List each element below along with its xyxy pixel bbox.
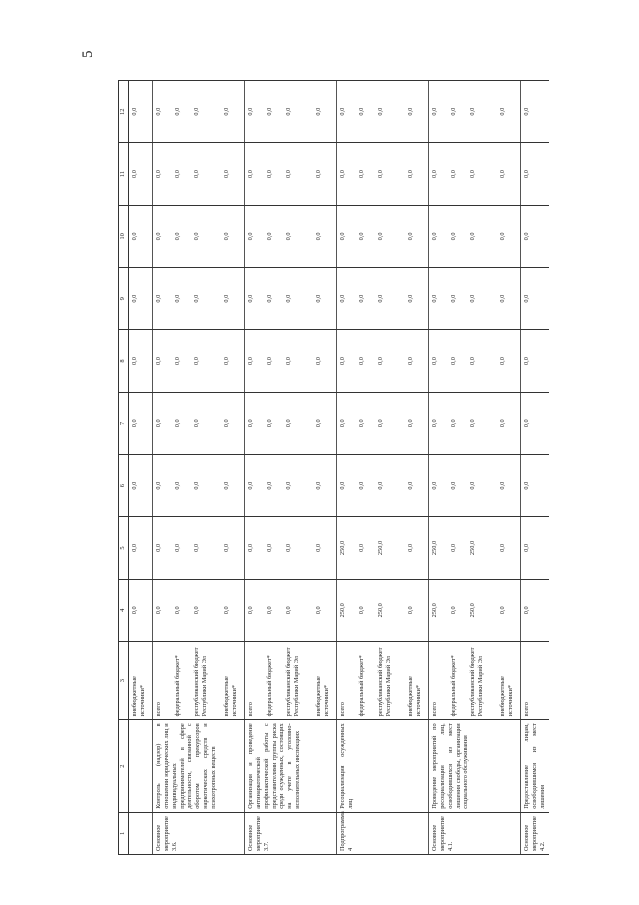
amount-value: 0,0: [285, 170, 292, 179]
amount-value: 0,0: [358, 357, 365, 365]
amount-value: 0,0: [247, 357, 254, 365]
amount-value: 0,0: [315, 170, 322, 179]
amount-value: 0,0: [523, 357, 530, 365]
amount-value: 0,0: [431, 170, 438, 179]
amount-value: 0,0: [174, 107, 181, 116]
amount-value: 0,0: [315, 294, 322, 303]
value-cell-col-11: [337, 143, 429, 205]
amount-value: 0,0: [315, 544, 322, 552]
amount-value: 0,0: [339, 294, 346, 303]
amount-value: 0,0: [174, 544, 181, 552]
funding-source-cell: [429, 641, 521, 719]
amount-value: 0,0: [266, 294, 273, 303]
amount-value: 0,0: [377, 170, 384, 179]
amount-value: 0,0: [523, 606, 530, 615]
amount-value: 0,0: [523, 294, 530, 303]
amount-value: 0,0: [450, 481, 457, 490]
value-cell-col-5: [153, 517, 245, 579]
amount-value: 0,0: [523, 232, 530, 241]
program-description: Контроль (надзор) в отношении юридических лиц и индивидуальных предпринимателей в сфере деятельности, связанной с оборотом прекурсоров наркотических средств и психотропных веществ: [153, 720, 245, 812]
amount-value: 0,0: [266, 107, 273, 116]
value-cell-col-4: [245, 579, 337, 641]
amount-value: 0,0: [247, 170, 254, 179]
value-cell-col-10: [129, 205, 153, 267]
amount-value: 250,0: [431, 603, 438, 618]
amount-value: 0,0: [407, 606, 414, 615]
value-cell-col-12: [245, 81, 337, 143]
amount-value: 0,0: [174, 170, 181, 179]
amount-value: 0,0: [285, 232, 292, 241]
amount-value: 0,0: [469, 357, 476, 365]
value-cell-col-10: [429, 205, 521, 267]
amount-value: 0,0: [407, 544, 414, 552]
amount-value: 0,0: [174, 294, 181, 303]
amount-value: 0,0: [523, 419, 530, 428]
amount-value: 0,0: [285, 419, 292, 428]
funding-source: всего: [339, 702, 346, 717]
budget-table: [118, 80, 549, 855]
value-cell-col-9: [521, 268, 549, 330]
value-cell-col-11: [429, 143, 521, 205]
amount-value: 0,0: [193, 481, 200, 490]
value-cell-col-7: [245, 392, 337, 454]
amount-value: 0,0: [266, 544, 273, 552]
funding-source: федеральный бюджет*: [266, 655, 273, 717]
funding-source: всего: [431, 702, 438, 717]
amount-value: 0,0: [193, 232, 200, 241]
amount-value: 250,0: [377, 540, 384, 556]
column-number-12: 12: [119, 81, 129, 143]
program-name: [129, 812, 153, 854]
value-cell-col-6: [337, 455, 429, 517]
amount-value: 0,0: [247, 544, 254, 552]
amount-value: 0,0: [499, 419, 506, 428]
column-number-4: 4: [119, 579, 129, 641]
amount-value: 0,0: [339, 419, 346, 428]
funding-source: республиканский бюджет Республики Марий Эл: [469, 647, 484, 717]
amount-value: 0,0: [131, 419, 138, 428]
amount-value: 0,0: [223, 232, 230, 241]
table-row: [153, 81, 245, 855]
amount-value: 0,0: [193, 170, 200, 179]
amount-value: 0,0: [247, 232, 254, 241]
amount-value: 0,0: [266, 232, 273, 241]
amount-value: 0,0: [407, 357, 414, 365]
funding-source-cell: [337, 641, 429, 719]
amount-value: 0,0: [407, 419, 414, 428]
amount-value: 0,0: [450, 419, 457, 428]
amount-value: 0,0: [523, 170, 530, 179]
value-cell-col-8: [153, 330, 245, 392]
amount-value: 0,0: [499, 606, 506, 615]
value-cell-col-11: [153, 143, 245, 205]
amount-value: 0,0: [155, 232, 162, 241]
funding-source: внебюджетные источники*: [407, 676, 422, 717]
amount-value: 0,0: [358, 544, 365, 552]
amount-value: 0,0: [499, 294, 506, 303]
funding-source: внебюджетные источники*: [315, 676, 330, 717]
amount-value: 0,0: [339, 170, 346, 179]
amount-value: 0,0: [523, 481, 530, 490]
amount-value: 0,0: [450, 357, 457, 365]
amount-value: 0,0: [407, 107, 414, 116]
amount-value: 0,0: [431, 294, 438, 303]
value-cell-col-6: [245, 455, 337, 517]
amount-value: 0,0: [193, 544, 200, 552]
amount-value: 0,0: [223, 419, 230, 428]
program-description: Проведение мероприятий по ресоциализации лиц, освободившихся из мест лишения свободы, организации социального обслуживания: [429, 720, 521, 812]
amount-value: 250,0: [339, 603, 346, 618]
funding-source: федеральный бюджет*: [174, 655, 181, 717]
amount-value: 0,0: [450, 170, 457, 179]
amount-value: 0,0: [407, 294, 414, 303]
budget-table-sheet: [118, 80, 546, 855]
amount-value: 0,0: [450, 544, 457, 552]
value-cell-col-12: [429, 81, 521, 143]
amount-value: 0,0: [131, 107, 138, 116]
amount-value: 0,0: [450, 232, 457, 241]
column-number-5: 5: [119, 517, 129, 579]
amount-value: 0,0: [193, 606, 200, 615]
program-name: Основное мероприятие 3.6.: [153, 812, 245, 854]
amount-value: 0,0: [469, 232, 476, 241]
table-row: [245, 81, 337, 855]
amount-value: 0,0: [155, 294, 162, 303]
value-cell-col-5: [429, 517, 521, 579]
amount-value: 0,0: [377, 357, 384, 365]
value-cell-col-11: [129, 143, 153, 205]
amount-value: 0,0: [174, 357, 181, 365]
value-cell-col-4: [153, 579, 245, 641]
amount-value: 0,0: [315, 357, 322, 365]
column-number-8: 8: [119, 330, 129, 392]
amount-value: 0,0: [450, 107, 457, 116]
amount-value: 0,0: [377, 481, 384, 490]
funding-source: республиканский бюджет Республики Марий Эл: [285, 647, 300, 717]
amount-value: 0,0: [285, 357, 292, 365]
funding-source: республиканский бюджет Республики Марий Эл: [193, 647, 208, 717]
amount-value: 0,0: [223, 107, 230, 116]
column-number-11: 11: [119, 143, 129, 205]
amount-value: 0,0: [266, 357, 273, 365]
value-cell-col-10: [245, 205, 337, 267]
amount-value: 0,0: [358, 606, 365, 615]
funding-source: республиканский бюджет Республики Марий Эл: [377, 647, 392, 717]
table-row: [429, 81, 521, 855]
table-row: [521, 81, 549, 855]
amount-value: 0,0: [247, 107, 254, 116]
value-cell-col-4: [337, 579, 429, 641]
amount-value: 250,0: [377, 603, 384, 618]
table-body: [129, 81, 549, 855]
value-cell-col-4: [521, 579, 549, 641]
value-cell-col-11: [245, 143, 337, 205]
amount-value: 0,0: [131, 481, 138, 490]
amount-value: 0,0: [193, 357, 200, 365]
amount-value: 0,0: [358, 419, 365, 428]
value-cell-col-7: [129, 392, 153, 454]
funding-source: внебюджетные источники*: [499, 676, 514, 717]
value-cell-col-4: [429, 579, 521, 641]
funding-source: внебюджетные источники*: [223, 676, 238, 717]
column-number-header: [119, 81, 129, 855]
amount-value: 0,0: [315, 419, 322, 428]
amount-value: 0,0: [377, 107, 384, 116]
amount-value: 0,0: [285, 107, 292, 116]
amount-value: 0,0: [223, 544, 230, 552]
program-description: Предоставление лицам, освободившимся из мест лишения: [521, 720, 549, 812]
amount-value: 0,0: [155, 357, 162, 365]
amount-value: 0,0: [358, 481, 365, 490]
column-number-6: 6: [119, 455, 129, 517]
amount-value: 0,0: [155, 544, 162, 552]
amount-value: 0,0: [358, 294, 365, 303]
amount-value: 0,0: [174, 419, 181, 428]
value-cell-col-5: [129, 517, 153, 579]
page-number: 5: [80, 50, 96, 58]
value-cell-col-8: [245, 330, 337, 392]
amount-value: 0,0: [450, 606, 457, 615]
value-cell-col-6: [153, 455, 245, 517]
amount-value: 0,0: [358, 107, 365, 116]
funding-source-cell: [521, 641, 549, 719]
amount-value: 0,0: [315, 107, 322, 116]
amount-value: 0,0: [339, 357, 346, 365]
value-cell-col-6: [129, 455, 153, 517]
amount-value: 250,0: [431, 540, 438, 556]
amount-value: 0,0: [223, 481, 230, 490]
program-description: [129, 720, 153, 812]
amount-value: 0,0: [247, 419, 254, 428]
amount-value: 0,0: [247, 294, 254, 303]
value-cell-col-10: [153, 205, 245, 267]
value-cell-col-10: [521, 205, 549, 267]
amount-value: 0,0: [155, 107, 162, 116]
column-number-1: 1: [119, 812, 129, 854]
value-cell-col-8: [521, 330, 549, 392]
funding-source-cell: [245, 641, 337, 719]
amount-value: 0,0: [469, 481, 476, 490]
amount-value: 0,0: [223, 294, 230, 303]
amount-value: 0,0: [155, 419, 162, 428]
value-cell-col-10: [337, 205, 429, 267]
program-name: Подпрограмма 4: [337, 812, 429, 854]
amount-value: 0,0: [499, 232, 506, 241]
amount-value: 0,0: [315, 481, 322, 490]
value-cell-col-7: [337, 392, 429, 454]
value-cell-col-7: [429, 392, 521, 454]
table-row: [129, 81, 153, 855]
funding-source: федеральный бюджет*: [450, 655, 457, 717]
funding-source: всего: [247, 702, 254, 717]
amount-value: 0,0: [131, 544, 138, 552]
program-description: Организация и проведение антинаркотической профилактической работы с представителями группы риска среди осужденных, состоящих на учете в уголовно-исполнительных инспекциях: [245, 720, 337, 812]
amount-value: 0,0: [431, 107, 438, 116]
amount-value: 0,0: [431, 419, 438, 428]
amount-value: 0,0: [131, 232, 138, 241]
value-cell-col-9: [245, 268, 337, 330]
amount-value: 250,0: [469, 540, 476, 556]
value-cell-col-9: [429, 268, 521, 330]
amount-value: 0,0: [131, 606, 138, 615]
amount-value: 0,0: [407, 232, 414, 241]
amount-value: 0,0: [266, 170, 273, 179]
value-cell-col-8: [129, 330, 153, 392]
value-cell-col-6: [521, 455, 549, 517]
amount-value: 0,0: [193, 107, 200, 116]
amount-value: 0,0: [358, 170, 365, 179]
amount-value: 0,0: [247, 606, 254, 615]
amount-value: 0,0: [450, 294, 457, 303]
amount-value: 0,0: [407, 481, 414, 490]
value-cell-col-9: [129, 268, 153, 330]
amount-value: 0,0: [499, 170, 506, 179]
amount-value: 0,0: [499, 357, 506, 365]
amount-value: 0,0: [223, 606, 230, 615]
amount-value: 0,0: [499, 107, 506, 116]
amount-value: 0,0: [174, 606, 181, 615]
program-name: Основное мероприятие 3.7.: [245, 812, 337, 854]
amount-value: 0,0: [193, 419, 200, 428]
amount-value: 0,0: [339, 481, 346, 490]
value-cell-col-7: [153, 392, 245, 454]
amount-value: 0,0: [223, 170, 230, 179]
amount-value: 0,0: [266, 606, 273, 615]
value-cell-col-11: [521, 143, 549, 205]
program-name: Основное мероприятие 4.2.: [521, 812, 549, 854]
column-number-10: 10: [119, 205, 129, 267]
value-cell-col-7: [521, 392, 549, 454]
funding-source: федеральный бюджет*: [358, 655, 365, 717]
value-cell-col-12: [129, 81, 153, 143]
amount-value: 250,0: [469, 603, 476, 618]
value-cell-col-12: [521, 81, 549, 143]
amount-value: 0,0: [285, 481, 292, 490]
amount-value: 250,0: [339, 540, 346, 556]
amount-value: 0,0: [499, 544, 506, 552]
value-cell-col-8: [429, 330, 521, 392]
value-cell-col-9: [337, 268, 429, 330]
amount-value: 0,0: [266, 419, 273, 428]
amount-value: 0,0: [377, 232, 384, 241]
amount-value: 0,0: [193, 294, 200, 303]
amount-value: 0,0: [469, 294, 476, 303]
amount-value: 0,0: [469, 170, 476, 179]
amount-value: 0,0: [315, 606, 322, 615]
amount-value: 0,0: [131, 170, 138, 179]
amount-value: 0,0: [155, 481, 162, 490]
amount-value: 0,0: [315, 232, 322, 241]
value-cell-col-8: [337, 330, 429, 392]
value-cell-col-4: [129, 579, 153, 641]
amount-value: 0,0: [523, 544, 530, 552]
amount-value: 0,0: [377, 294, 384, 303]
amount-value: 0,0: [131, 294, 138, 303]
amount-value: 0,0: [285, 544, 292, 552]
value-cell-col-5: [521, 517, 549, 579]
amount-value: 0,0: [155, 606, 162, 615]
value-cell-col-12: [153, 81, 245, 143]
table-row: [337, 81, 429, 855]
amount-value: 0,0: [431, 357, 438, 365]
program-name: Основное мероприятие 4.1.: [429, 812, 521, 854]
amount-value: 0,0: [469, 107, 476, 116]
amount-value: 0,0: [247, 481, 254, 490]
amount-value: 0,0: [469, 419, 476, 428]
amount-value: 0,0: [377, 419, 384, 428]
funding-source-cell: [129, 641, 153, 719]
amount-value: 0,0: [223, 357, 230, 365]
amount-value: 0,0: [407, 170, 414, 179]
value-cell-col-9: [153, 268, 245, 330]
program-description: Ресоциализация осужденных лиц: [337, 720, 429, 812]
amount-value: 0,0: [131, 357, 138, 365]
amount-value: 0,0: [431, 232, 438, 241]
column-number-7: 7: [119, 392, 129, 454]
amount-value: 0,0: [174, 481, 181, 490]
column-number-2: 2: [119, 720, 129, 812]
funding-source: всего: [523, 702, 530, 717]
amount-value: 0,0: [499, 481, 506, 490]
amount-value: 0,0: [431, 481, 438, 490]
amount-value: 0,0: [155, 170, 162, 179]
column-number-9: 9: [119, 268, 129, 330]
column-number-3: 3: [119, 641, 129, 719]
funding-source: всего: [155, 702, 162, 717]
value-cell-col-6: [429, 455, 521, 517]
amount-value: 0,0: [339, 107, 346, 116]
value-cell-col-12: [337, 81, 429, 143]
amount-value: 0,0: [285, 294, 292, 303]
amount-value: 0,0: [339, 232, 346, 241]
amount-value: 0,0: [285, 606, 292, 615]
funding-source-cell: [153, 641, 245, 719]
amount-value: 0,0: [358, 232, 365, 241]
amount-value: 0,0: [523, 107, 530, 116]
value-cell-col-5: [245, 517, 337, 579]
value-cell-col-5: [337, 517, 429, 579]
funding-source: внебюджетные источники*: [131, 676, 146, 717]
amount-value: 0,0: [266, 481, 273, 490]
amount-value: 0,0: [174, 232, 181, 241]
